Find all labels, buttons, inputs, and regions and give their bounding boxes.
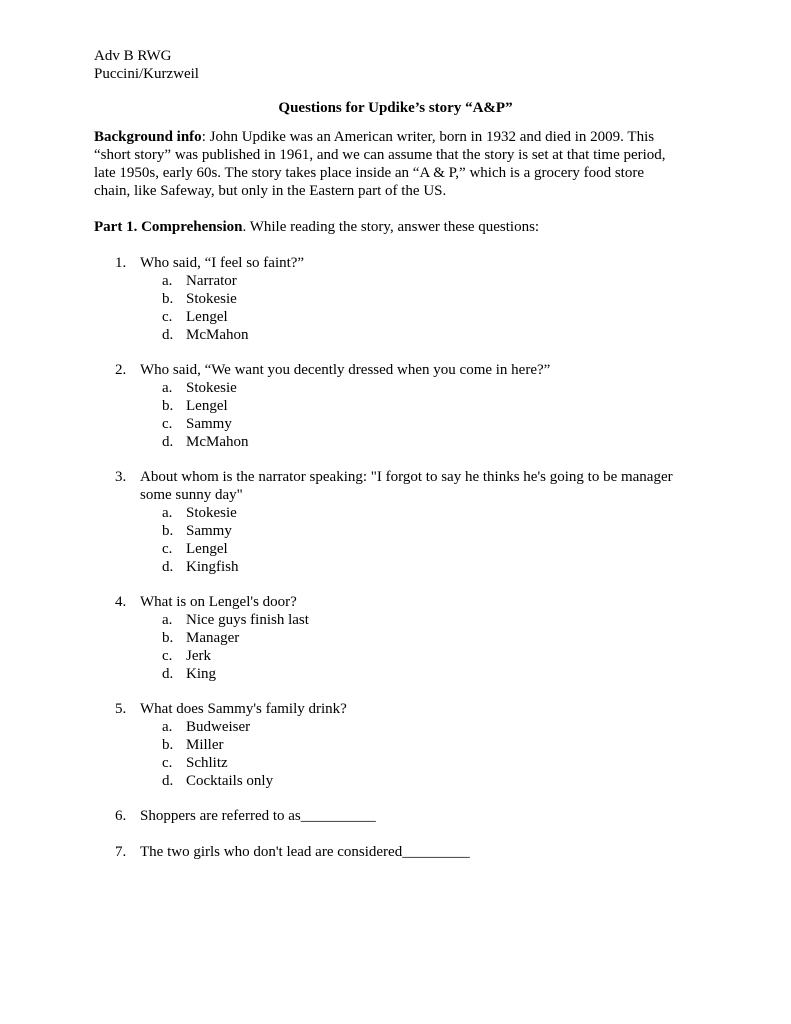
teachers-line: Puccini/Kurzweil	[94, 66, 199, 82]
option-text: Sammy	[186, 416, 232, 432]
option-text: Lengel	[186, 541, 228, 557]
background-line-1	[94, 128, 704, 146]
question-6	[115, 807, 705, 825]
option-text: King	[186, 666, 216, 682]
question-4	[115, 593, 705, 683]
question-number: 4.	[115, 594, 127, 610]
question-3	[115, 468, 705, 576]
answer-option	[115, 308, 705, 326]
part1-instructions: . While reading the story, answer these questions:	[242, 219, 540, 235]
answer-option	[115, 433, 705, 451]
answer-option	[115, 772, 705, 790]
part1-label: Part 1. Comprehension	[94, 219, 243, 235]
answer-option	[115, 736, 705, 754]
question-text: What does Sammy's family drink?	[140, 701, 347, 717]
answer-option	[115, 665, 705, 683]
option-text: Stokesie	[186, 505, 237, 521]
option-text: Nice guys finish last	[186, 612, 309, 628]
class-line: Adv B RWG	[94, 48, 172, 64]
option-letter: a.	[162, 505, 173, 521]
option-text: Miller	[186, 737, 224, 753]
option-text: Stokesie	[186, 291, 237, 307]
option-letter: c.	[162, 309, 173, 325]
answer-options	[115, 504, 705, 576]
option-text: Manager	[186, 630, 240, 646]
option-text: Lengel	[186, 398, 228, 414]
option-letter: b.	[162, 630, 174, 646]
answer-option	[115, 379, 705, 397]
option-text: Lengel	[186, 309, 228, 325]
option-text: Cocktails only	[186, 773, 274, 789]
part1-heading	[94, 218, 539, 236]
option-letter: a.	[162, 719, 173, 735]
answer-option	[115, 558, 705, 576]
option-letter: c.	[162, 541, 173, 557]
option-letter: d.	[162, 434, 174, 450]
option-text: Narrator	[186, 273, 237, 289]
question-7	[115, 843, 705, 861]
question-text-continued: some sunny day"	[140, 487, 243, 503]
answer-option	[115, 611, 705, 629]
question-text: Shoppers are referred to as__________	[140, 808, 376, 824]
option-letter: b.	[162, 291, 174, 307]
option-letter: b.	[162, 737, 174, 753]
option-text: Jerk	[186, 648, 211, 664]
option-letter: d.	[162, 666, 174, 682]
answer-option	[115, 629, 705, 647]
question-5	[115, 700, 705, 790]
option-letter: c.	[162, 755, 173, 771]
answer-option	[115, 415, 705, 433]
background-line-4: chain, like Safeway, but only in the Eastern part of the US.	[94, 183, 447, 199]
question-text: The two girls who don't lead are considered_________	[140, 844, 470, 860]
option-letter: c.	[162, 648, 173, 664]
answer-option	[115, 272, 705, 290]
option-text: Kingfish	[186, 559, 239, 575]
answer-option	[115, 647, 705, 665]
option-text: McMahon	[186, 327, 249, 343]
answer-options	[115, 718, 705, 790]
option-text: Schlitz	[186, 755, 228, 771]
answer-option	[115, 326, 705, 344]
answer-option	[115, 540, 705, 558]
option-letter: d.	[162, 773, 174, 789]
answer-option	[115, 522, 705, 540]
option-text: Stokesie	[186, 380, 237, 396]
question-number: 2.	[115, 362, 127, 378]
option-letter: c.	[162, 416, 173, 432]
question-text: What is on Lengel's door?	[140, 594, 297, 610]
question-text: About whom is the narrator speaking: "I forgot to say he thinks he's going to be manager	[140, 469, 673, 485]
background-paragraph	[94, 128, 704, 200]
answer-options	[115, 272, 705, 344]
background-line-3: late 1950s, early 60s. The story takes place inside an “A & P,” which is a grocery food store	[94, 165, 644, 181]
option-text: Sammy	[186, 523, 232, 539]
answer-option	[115, 754, 705, 772]
option-text: McMahon	[186, 434, 249, 450]
background-line-2: “short story” was published in 1961, and we can assume that the story is set at that time period,	[94, 147, 666, 163]
question-number: 5.	[115, 701, 127, 717]
answer-option	[115, 718, 705, 736]
question-1	[115, 254, 705, 344]
option-letter: a.	[162, 380, 173, 396]
question-number: 6.	[115, 808, 127, 824]
answer-option	[115, 504, 705, 522]
option-text: Budweiser	[186, 719, 251, 735]
option-letter: b.	[162, 398, 174, 414]
answer-options	[115, 611, 705, 683]
question-text: Who said, “I feel so faint?”	[140, 255, 305, 271]
question-text: Who said, “We want you decently dressed when you come in here?”	[140, 362, 551, 378]
answer-option	[115, 397, 705, 415]
question-number: 3.	[115, 469, 127, 485]
option-letter: d.	[162, 559, 174, 575]
background-label: Background info	[94, 129, 202, 145]
option-letter: a.	[162, 612, 173, 628]
option-letter: b.	[162, 523, 174, 539]
question-2	[115, 361, 705, 451]
worksheet-title: Questions for Updike’s story “A&P”	[278, 100, 513, 116]
option-letter: a.	[162, 273, 173, 289]
question-number: 1.	[115, 255, 127, 271]
answer-options	[115, 379, 705, 451]
background-text-1: : John Updike was an American writer, born in 1932 and died in 2009. This	[201, 129, 655, 145]
option-letter: d.	[162, 327, 174, 343]
answer-option	[115, 290, 705, 308]
question-number: 7.	[115, 844, 127, 860]
